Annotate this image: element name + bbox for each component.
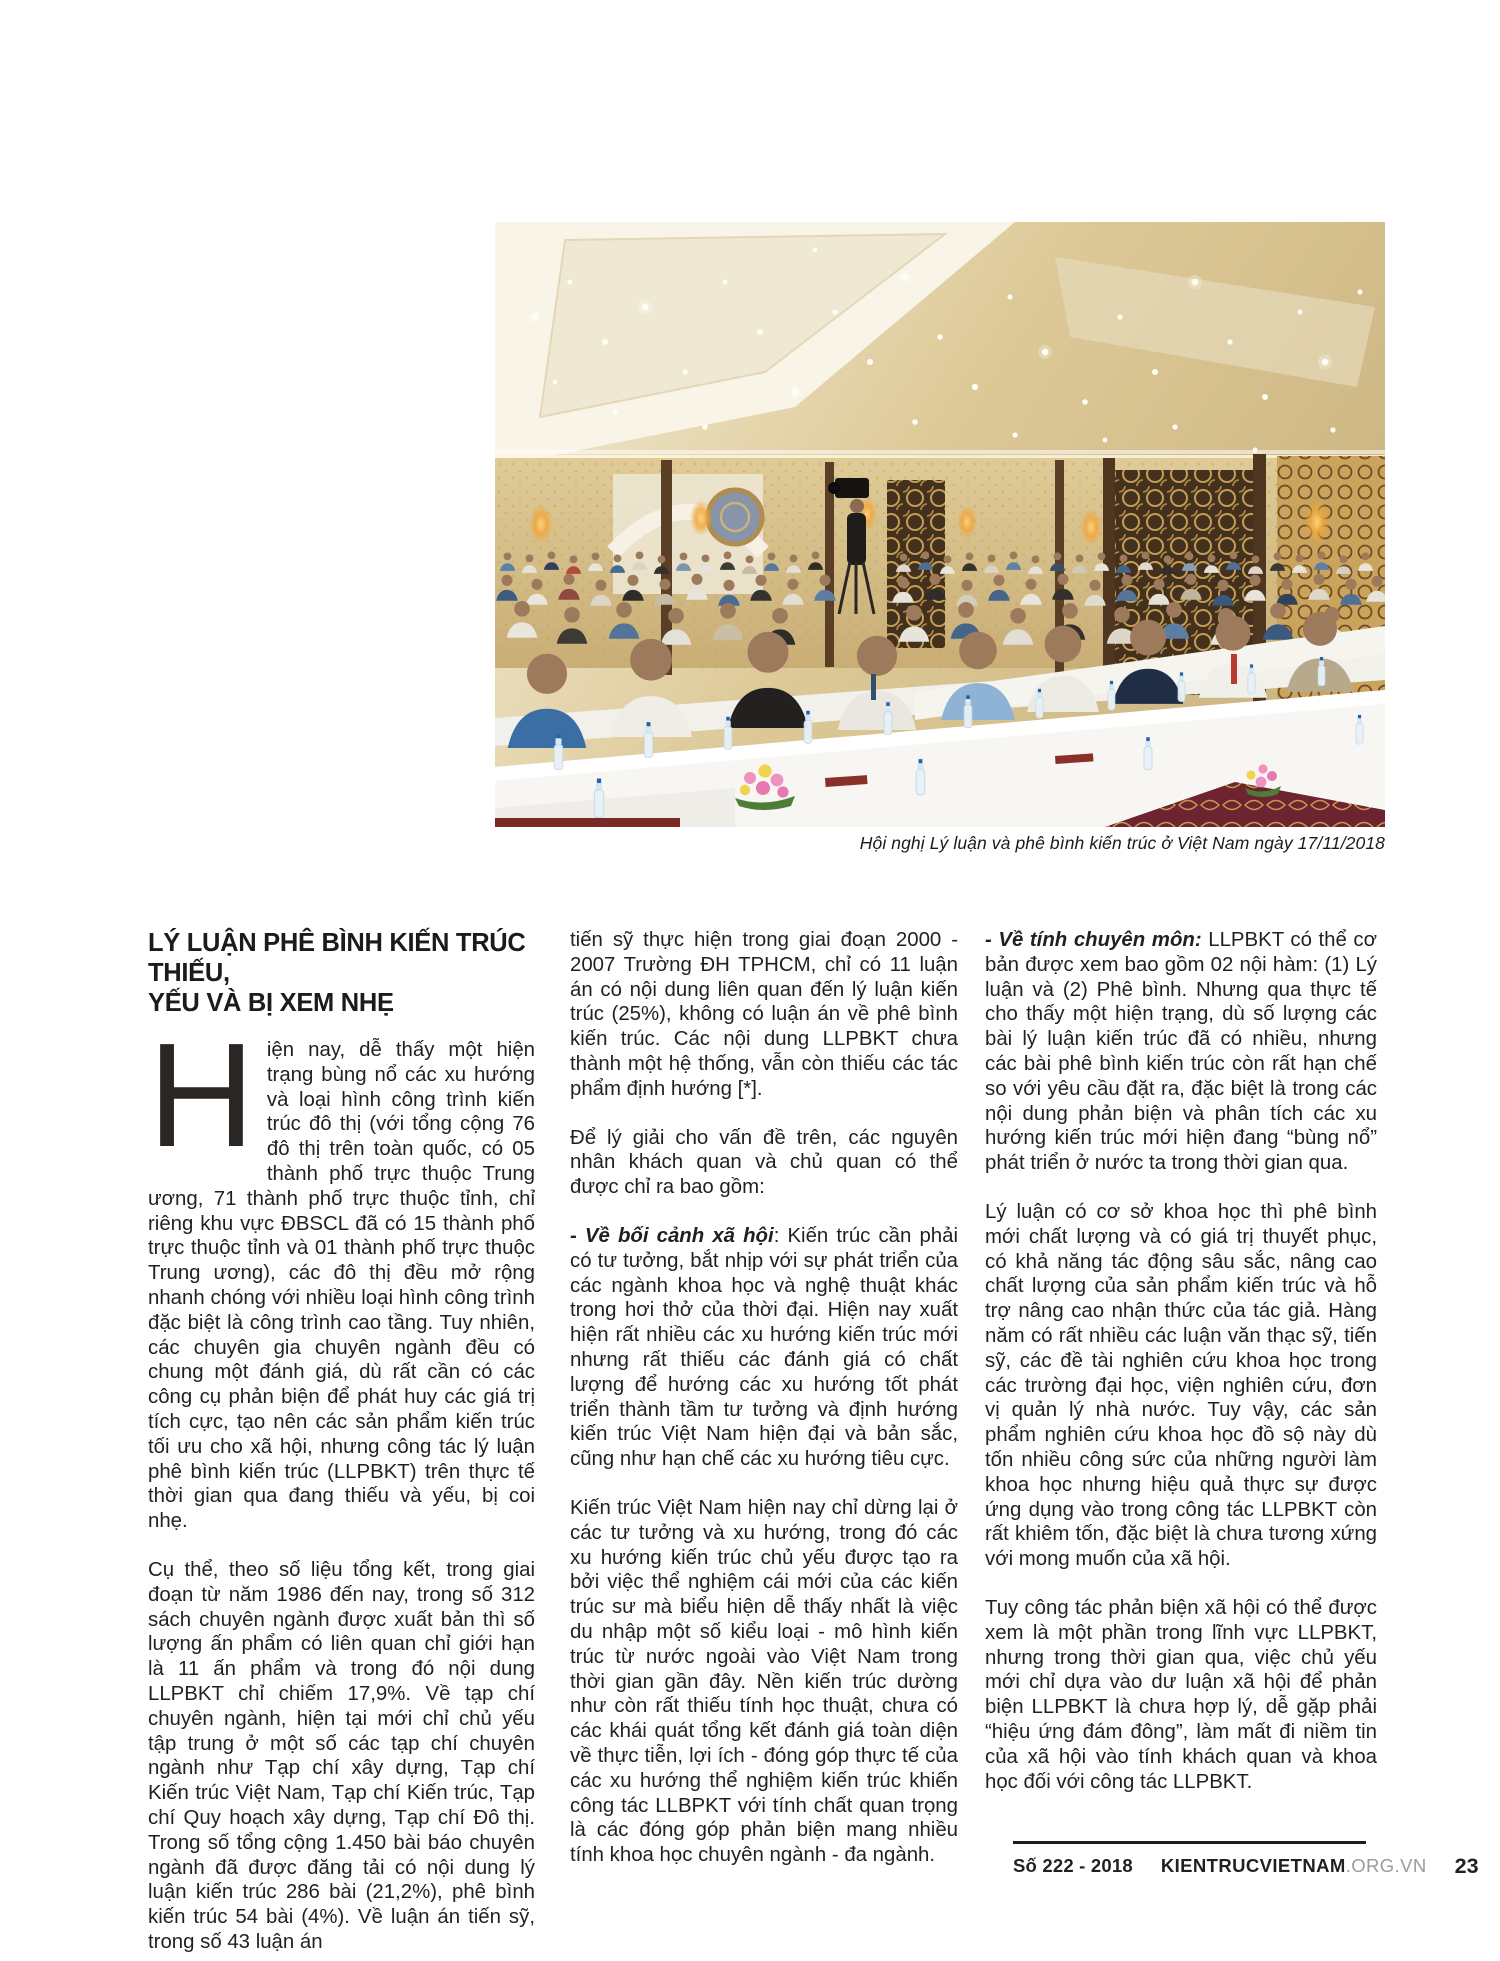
col3-paragraph-1 [985, 928, 1377, 1176]
col2-paragraph-3-lead: - Về bối cảnh xã hội [570, 1224, 774, 1247]
article-column-2 [570, 928, 958, 1892]
photo-caption: Hội nghị Lý luận và phê bình kiến trúc ở Việt Nam ngày 17/11/2018 [859, 833, 1385, 853]
footer-website [1161, 1855, 1427, 1877]
footer-issue-number: Số 222 - 2018 [1013, 1855, 1133, 1876]
conference-photo [495, 222, 1385, 827]
col3-paragraph-1-lead: - Về tính chuyên môn: [985, 929, 1202, 951]
col1-paragraph-1 [148, 1013, 535, 1534]
col2-paragraph-3-text: : Kiến trúc cần phải có tư tưởng, bắt nhịp với sự phát triển của các ngành khoa học và nghệ thuật khác trong hơi thở của thời đại. Hiện nay xuất hiện rất nhiều các xu hướng kiến trúc mới nhưng rất thiếu các đánh giá có chất lượng để hướng các xu hướng tốt phát triển thành tầm tư tưởng và định hướng kiến trúc Việt Nam hiện đại và bản sắc, cũng như hạn chế các xu hướng tiêu cực. [570, 1224, 958, 1471]
conference-photo-art [495, 222, 1385, 827]
footer-website-name: KIENTRUCVIETNAM [1160, 1855, 1346, 1876]
footer-page-number: 23 [1454, 1853, 1479, 1878]
col3-paragraph-2: Lý luận có cơ sở khoa học thì phê bình mới chất lượng và có giá trị thuyết phục, có khả năng tác động sâu sắc, nâng cao chất lượng của sản phẩm kiến trúc và hỗ trợ nâng cao nhận thức của tác giả. Hàng năm có rất nhiều các luận văn thạc sỹ, tiến sỹ, các đề tài nghiên cứu khoa học trong các trường đại học, viện nghiên cứu, đơn vị quản lý nhà nước. Tuy vậy, các sản phẩm nghiên cứu khoa học đồ sộ này dù tốn nhiều công sức của những người làm khoa học nhưng hiệu quả thực sự được ứng dụng vào trong công tác LLPBKT còn rất khiêm tốn, đặc biệt là chưa tương xứng với mong muốn của xã hội. [985, 1200, 1377, 1571]
page-footer [1013, 1841, 1479, 1879]
article-headline [148, 928, 535, 1018]
drop-cap: H [148, 1013, 255, 1178]
col1-paragraph-1-text: iện nay, dễ thấy một hiện trạng bùng nổ các xu hướng và loại hình công trình kiến trúc đô thị (với tổng cộng 76 đô thị trên toàn quốc, có 05 thành phố trực thuộc Trung ương, 71 thành phố trực thuộc tỉnh, chỉ riêng khu vực ĐBSCL đã có 15 thành phố trực thuộc tỉnh và 01 thành phố trực thuộc Trung ương), các đô thị đều mở rộng nhanh chóng với nhiều loại hình công trình đặc biệt là công trình cao tầng. Tuy nhiên, các chuyên gia chuyên ngành đều có chung một đánh giá, dù rất cần có các công cụ phản biện để phát huy các giá trị tích cực, tạo nên các sản phẩm kiến trúc tối ưu cho xã hội, nhưng công tác lý luận phê bình kiến trúc (LLPBKT) trên thực tế thời gian qua đang thiếu và yếu, bị coi nhẹ. [148, 1039, 535, 1533]
col2-paragraph-2: Để lý giải cho vấn đề trên, các nguyên nhân khách quan và chủ quan có thể được chỉ ra bao gồm: [570, 1126, 958, 1199]
col2-paragraph-4: Kiến trúc Việt Nam hiện nay chỉ dừng lại ở các tư tưởng và xu hướng, trong đó các xu hướng kiến trúc chủ yếu được tạo ra bởi việc thể nghiệm cái mới của các kiến trúc sư mà biểu hiện dễ thấy nhất là việc du nhập một số kiểu loại - mô hình kiến trúc từ nước ngoài vào Việt Nam trong thời gian gần đây. Nền kiến trúc dường như còn rất thiếu tính học thuật, chưa có các khái quát tổng kết đánh giá toàn diện về thực tiễn, lợi ích - đóng góp thực tế của các xu hướng thể nghiệm kiến trúc khiến công tác LLBPKT với tính chất quan trọng là các đóng góp phản biện mang nhiều tính khoa học chuyên ngành - đa ngành. [570, 1496, 958, 1867]
col3-paragraph-1-text: LLPBKT có thể cơ bản được xem bao gồm 02 nội hàm: (1) Lý luận và (2) Phê bình. Nhưng qua thực tế cho thấy một hiện trạng, dù số lượng các bài lý luận kiến trúc đã có nhiều, nhưng các bài phê bình kiến trúc còn rất hạn chế so với yêu cầu đặt ra, đặc biệt là trong các nội dung phản biện và phân tích các xu hướng kiến trúc mới hiện đang “bùng nổ” phát triển ở nước ta trong thời gian qua. [985, 929, 1377, 1175]
col2-paragraph-3 [570, 1224, 958, 1472]
headline-line-1: LÝ LUẬN PHÊ BÌNH KIẾN TRÚC THIẾU, [148, 929, 526, 987]
article-column-3 [985, 928, 1377, 1818]
article-column-1 [148, 928, 535, 1961]
col3-paragraph-3: Tuy công tác phản biện xã hội có thể được xem là một phần trong lĩnh vực LLPBKT, nhưng trong thời gian qua, việc chủ yếu mới chỉ dựa vào dư luận xã hội để phản biện LLPBKT là chưa hợp lý, dễ gặp phải “hiệu ứng đám đông”, làm mất đi niềm tin của xã hội vào tính khách quan và khoa học đối với công tác LLPBKT. [985, 1596, 1377, 1793]
col1-paragraph-2: Cụ thể, theo số liệu tổng kết, trong giai đoạn từ năm 1986 đến nay, trong số 312 sách chuyên ngành được xuất bản thì số lượng ấn phẩm có liên quan chỉ giới hạn là 11 ấn phẩm và trong đó nội dung LLPBKT chỉ chiếm 17,9%. Về tạp chí chuyên ngành, hiện tại mới chỉ chủ yếu tập trung ở một số các tạp chí chuyên ngành như Tạp chí xây dựng, Tạp chí Kiến trúc Việt Nam, Tạp chí Kiến trúc, Tạp chí Quy hoạch xây dựng, Tạp chí Đô thị. Trong số tổng cộng 1.450 bài báo chuyên ngành đã được đăng tải có nội dung lý luận kiến trúc 286 bài (21,2%), phê bình kiến trúc 54 bài (4%). Về luận án tiến sỹ, trong số 43 luận án [148, 1558, 535, 1953]
headline-line-2: YẾU VÀ BỊ XEM NHẸ [148, 989, 394, 1017]
footer-website-domain: .ORG.VN [1345, 1855, 1427, 1876]
col2-paragraph-1: tiến sỹ thực hiện trong giai đoạn 2000 - 2007 Trường ĐH TPHCM, chỉ có 11 luận án có nội dung liên quan đến lý luận kiến trúc (25%), không có luận án về phê bình kiến trúc. Các nội dung LLPBKT chưa thành một hệ thống, vẫn còn thiếu các tác phẩm định hướng [*]. [570, 929, 958, 1100]
